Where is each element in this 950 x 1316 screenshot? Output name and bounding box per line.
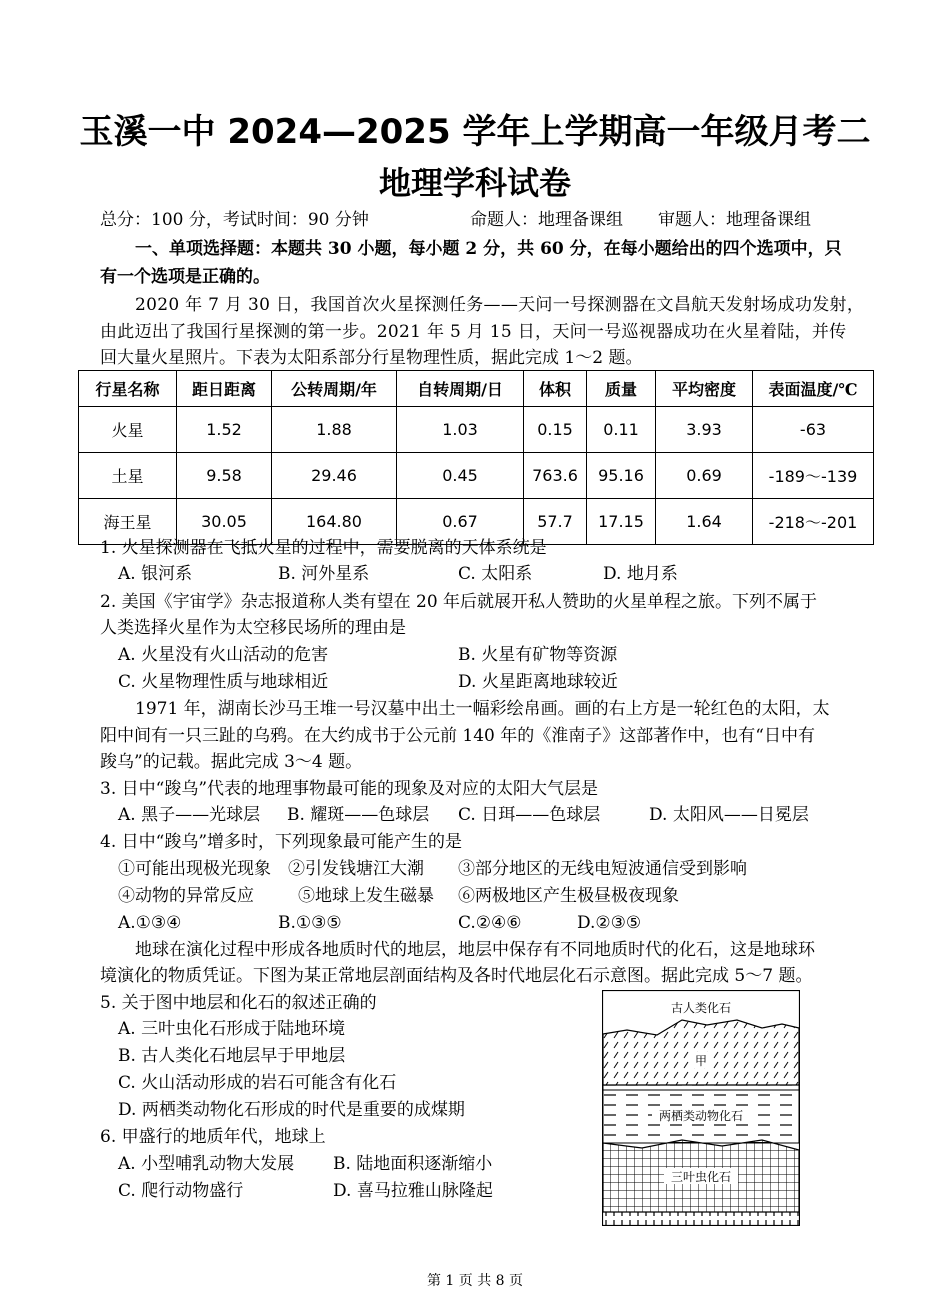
- col-header: 行星名称: [79, 371, 177, 407]
- table-cell: 0.15: [524, 407, 587, 453]
- table-cell: 95.16: [587, 453, 656, 499]
- q2-option-a: A. 火星没有火山活动的危害: [118, 645, 329, 665]
- q6-option-b: B. 陆地面积逐渐缩小: [333, 1154, 493, 1174]
- table-row: [79, 453, 874, 499]
- table-cell: -189～-139: [753, 453, 874, 499]
- label-amphibian-fossil: 两栖类动物化石: [658, 1109, 744, 1123]
- table-cell: 1.52: [177, 407, 272, 453]
- table-cell: 164.80: [272, 499, 397, 545]
- table-cell: 29.46: [272, 453, 397, 499]
- q2-stem-2: 人类选择火星作为太空移民场所的理由是: [100, 618, 406, 638]
- q3-option-b: B. 耀斑——色球层: [287, 805, 430, 825]
- q1-option-d: D. 地月系: [603, 564, 678, 584]
- table-cell: 30.05: [177, 499, 272, 545]
- q4-item-3: ③部分地区的无线电短波通信受到影响: [458, 859, 747, 879]
- q4-item-6: ⑥两极地区产生极昼极夜现象: [458, 886, 679, 906]
- table-cell: 9.58: [177, 453, 272, 499]
- strata-diagram: [602, 990, 800, 1226]
- q3-option-d: D. 太阳风——日冕层: [649, 805, 809, 825]
- q2-option-b: B. 火星有矿物等资源: [458, 645, 618, 665]
- table-cell: 0.67: [397, 499, 524, 545]
- table-cell: 0.11: [587, 407, 656, 453]
- col-header: 体积: [524, 371, 587, 407]
- table-cell: 763.6: [524, 453, 587, 499]
- label-trilobite-fossil: 三叶虫化石: [670, 1170, 732, 1184]
- q1-stem: 1. 火星探测器在飞抵火星的过程中，需要脱离的天体系统是: [100, 538, 547, 558]
- table-cell: 1.64: [656, 499, 753, 545]
- label-jia: 甲: [694, 1054, 708, 1068]
- q5-option-c: C. 火山活动形成的岩石可能含有化石: [118, 1073, 397, 1093]
- q6-stem: 6. 甲盛行的地质年代，地球上: [100, 1127, 326, 1147]
- col-header: 平均密度: [656, 371, 753, 407]
- table-cell: 土星: [79, 453, 177, 499]
- q4-item-4: ④动物的异常反应: [118, 886, 254, 906]
- q1-option-b: B. 河外星系: [278, 564, 370, 584]
- col-header: 公转周期/年: [272, 371, 397, 407]
- table-cell: 17.15: [587, 499, 656, 545]
- q4-item-1: ①可能出现极光现象: [118, 859, 271, 879]
- q1-option-c: C. 太阳系: [458, 564, 533, 584]
- table-cell: 0.45: [397, 453, 524, 499]
- score-time: 总分：100 分，考试时间：90 分钟: [100, 210, 369, 230]
- q2-option-d: D. 火星距离地球较近: [458, 672, 618, 692]
- q4-stem: 4. 日中“踆乌”增多时，下列现象最可能产生的是: [100, 832, 463, 852]
- q6-option-c: C. 爬行动物盛行: [118, 1181, 244, 1201]
- col-header: 表面温度/℃: [753, 371, 874, 407]
- q2-option-c: C. 火星物理性质与地球相近: [118, 672, 329, 692]
- strata-figure: [602, 990, 800, 1226]
- q1-option-a: A. 银河系: [118, 564, 193, 584]
- passage2-line1: 1971 年，湖南长沙马王堆一号汉墓中出土一幅彩绘帛画。画的右上方是一轮红色的太阳，太: [135, 699, 830, 719]
- col-header: 距日距离: [177, 371, 272, 407]
- q6-option-a: A. 小型哺乳动物大发展: [118, 1154, 295, 1174]
- passage2-line2: 阳中间有一只三趾的乌鸦。在大约成书于公元前 140 年的《淮南子》这部著作中，也有“日中有: [100, 726, 815, 746]
- exam-title: 玉溪一中 2024—2025 学年上学期高一年级月考二: [79, 112, 871, 152]
- passage1-line1: 2020 年 7 月 30 日，我国首次火星探测任务——天问一号探测器在文昌航天发射场成功发射，: [135, 295, 865, 315]
- reviewer: 审题人：地理备课组: [658, 210, 811, 230]
- q4-option-c: C.②④⑥: [458, 913, 522, 933]
- q4-option-a: A.①③④: [118, 913, 182, 933]
- table-cell: -63: [753, 407, 874, 453]
- section-instruction: 一、单项选择题：本题共 30 小题，每小题 2 分，共 60 分，在每小题给出的四个选项中，只: [135, 239, 842, 259]
- passage3-line2: 境演化的物质凭证。下图为某正常地层剖面结构及各时代地层化石示意图。据此完成 5～7 题。: [100, 966, 813, 986]
- passage2-line3: 踆乌”的记载。据此完成 3～4 题。: [100, 752, 363, 772]
- col-header: 自转周期/日: [397, 371, 524, 407]
- q3-stem: 3. 日中“踆乌”代表的地理事物最可能的现象及对应的太阳大气层是: [100, 779, 599, 799]
- table-cell: 57.7: [524, 499, 587, 545]
- layer-base: [603, 1212, 799, 1225]
- q4-item-2: ②引发钱塘江大潮: [288, 859, 424, 879]
- q4-option-b: B.①③⑤: [278, 913, 342, 933]
- q5-option-d: D. 两栖类动物化石形成的时代是重要的成煤期: [118, 1100, 465, 1120]
- passage3-line1: 地球在演化过程中形成各地质时代的地层，地层中保存有不同地质时代的化石，这是地球环: [135, 940, 815, 960]
- label-human-fossil: 古人类化石: [670, 1001, 732, 1015]
- planet-table: [78, 370, 874, 545]
- q4-option-d: D.②③⑤: [577, 913, 642, 933]
- section-instruction-2: 有一个选项是正确的。: [100, 267, 270, 287]
- q5-stem: 5. 关于图中地层和化石的叙述正确的: [100, 993, 377, 1013]
- table-cell: 1.03: [397, 407, 524, 453]
- table-cell: 3.93: [656, 407, 753, 453]
- table-header-row: [79, 371, 874, 407]
- q5-option-a: A. 三叶虫化石形成于陆地环境: [118, 1019, 346, 1039]
- table-cell: 1.88: [272, 407, 397, 453]
- q5-option-b: B. 古人类化石地层早于甲地层: [118, 1046, 346, 1066]
- table-row: [79, 407, 874, 453]
- page-footer: 第 1 页 共 8 页: [426, 1273, 524, 1289]
- passage1-line2: 由此迈出了我国行星探测的第一步。2021 年 5 月 15 日，天问一号巡视器成功在火星着陆，并传: [100, 322, 847, 342]
- table-cell: 海王星: [79, 499, 177, 545]
- table-cell: -218～-201: [753, 499, 874, 545]
- setter: 命题人：地理备课组: [470, 210, 623, 230]
- q4-item-5: ⑤地球上发生磁暴: [298, 886, 434, 906]
- table-cell: 火星: [79, 407, 177, 453]
- table-cell: 0.69: [656, 453, 753, 499]
- exam-subtitle: 地理学科试卷: [378, 164, 571, 202]
- q3-option-c: C. 日珥——色球层: [458, 805, 601, 825]
- col-header: 质量: [587, 371, 656, 407]
- q3-option-a: A. 黑子——光球层: [118, 805, 261, 825]
- passage1-line3: 回大量火星照片。下表为太阳系部分行星物理性质，据此完成 1～2 题。: [100, 348, 643, 368]
- q6-option-d: D. 喜马拉雅山脉隆起: [333, 1181, 493, 1201]
- q2-stem: 2. 美国《宇宙学》杂志报道称人类有望在 20 年后就展开私人赞助的火星单程之旅。下列不属于: [100, 592, 818, 612]
